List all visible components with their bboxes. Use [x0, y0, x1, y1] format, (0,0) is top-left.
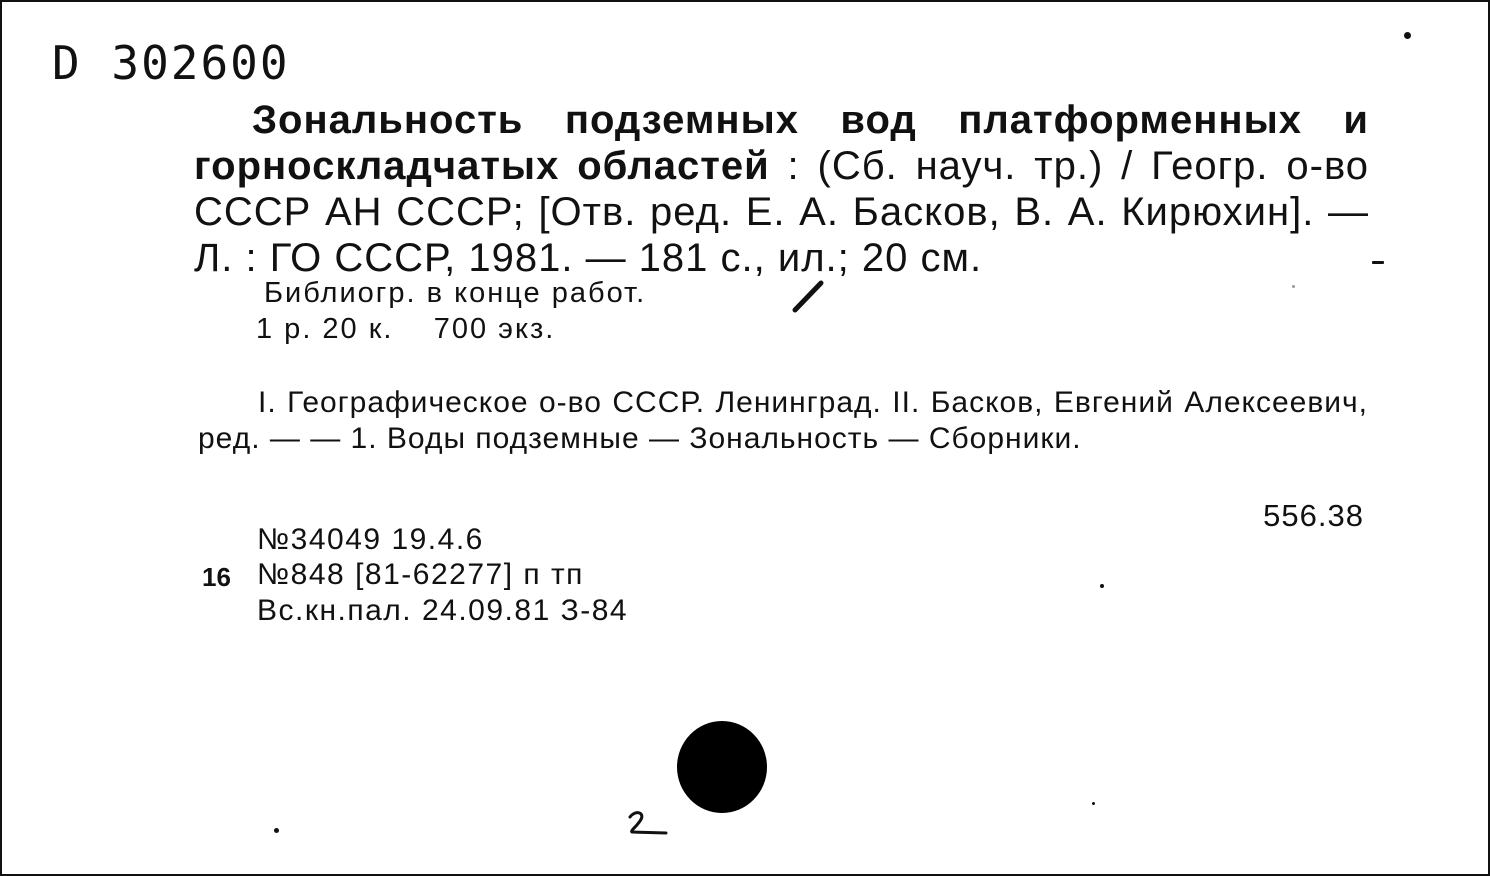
class-number: 556.38 — [1263, 498, 1364, 533]
speck-dash — [1372, 261, 1384, 264]
entry-description: : (Сб. науч. тр.) / Геогр. о-во СССР АН СССР; [Отв. ред. Е. А. Басков, В. А. Кирюхин]. — Л. : ГО СССР, 1981. — 181 с., ил.; 20 см. — [194, 144, 1369, 280]
bibliography-note: Библиогр. в конце работ. — [264, 277, 647, 309]
speck-dot — [274, 828, 279, 833]
card-punch-hole — [677, 721, 767, 813]
speck-dot — [1100, 584, 1104, 588]
entry-title: Зональность подземных вод платформенных и горноскладчатых областей — [194, 98, 1369, 188]
call-number: D 302600 — [52, 36, 290, 90]
accession-line-2: №848 [81-62277] п тп — [257, 558, 584, 591]
accession-line-3: Вс.кн.пал. 24.09.81 З-84 — [257, 594, 629, 627]
speck-dot — [1292, 285, 1295, 288]
accession-prefix: 16 — [202, 562, 231, 592]
pen-slash-mark — [787, 280, 827, 314]
main-entry — [194, 97, 1369, 281]
handwritten-mark — [622, 807, 672, 837]
speck-dot — [1404, 32, 1411, 39]
tracings: I. Географическое о-во СССР. Ленинград. II. Басков, Евгений Алексеевич, ред. — — 1. Воды подземные — Зональность — Сборники. — [198, 386, 1368, 455]
price-note: 1 р. 20 к. 700 экз. — [256, 313, 556, 345]
speck-dot — [1092, 802, 1095, 805]
accession-line-1: №34049 19.4.6 — [257, 523, 484, 556]
